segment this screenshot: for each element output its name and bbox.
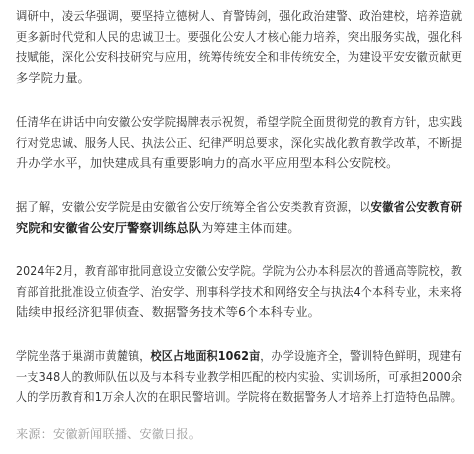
article-body [16, 0, 462, 454]
paragraph-line: 多学院力量。 [16, 70, 91, 85]
paragraph-line [16, 346, 463, 367]
paragraph-text: 学院坐落于巢湖市黄麓镇， [16, 349, 151, 363]
paragraph-text: 为筹建主体而建。 [201, 220, 300, 235]
paragraph-text: 据了解，安徽公安学院是由安徽省公安厅统筹全省公安类教育资源，以 [16, 200, 371, 214]
source-text: 来源：安徽新闻联播、安徽日报。 [16, 427, 202, 441]
paragraph-line: 陆续申报经济犯罪侦查、数据警务技术等6个本科专业。 [16, 305, 321, 319]
paragraph-2 [16, 112, 462, 174]
paragraph-line: 更多新时代党和人民的忠诚卫士。要强化公安人才核心能力培养，突出服务实战，强化科 [16, 29, 463, 44]
source-note [16, 424, 462, 445]
paragraph-5 [16, 346, 462, 408]
paragraph-line [16, 218, 462, 239]
paragraph-line: 一支348人的教师队伍以及与本科专业教学相匹配的校内实验、实训场所，可承担2000余 [16, 369, 463, 384]
paragraph-line: 技赋能，深化公安科技研究与应用，统筹传统安全和非传统安全，为建设平安安徽贡献更 [16, 50, 463, 64]
bold-text: 究院和安徽省公安厅警察训练总队 [16, 220, 202, 235]
paragraph-line: 升办学水平，加快建成具有重要影响力的高水平应用型本科公安院校。 [16, 156, 399, 170]
paragraph-line [16, 197, 463, 218]
paragraph-1 [16, 6, 462, 88]
paragraph-3 [16, 197, 462, 238]
paragraph-line: 行对党忠诚、服务人民、执法公正、纪律严明总要求，深化实战化教育教学改革，不断提 [16, 135, 463, 150]
paragraph-line: 2024年2月，教育部审批同意设立安徽公安学院。学院为公办本科层次的普通高等院校，教 [16, 264, 463, 278]
paragraph-4 [16, 261, 462, 323]
paragraph-line: 育部首批批准设立侦查学、治安学、刑事科学技术和网络安全与执法4个本科专业，未来将 [16, 284, 463, 299]
paragraph-line: 调研中，凌云华强调，要坚持立德树人、育警铸剑，强化政治建警、政治建校，培养造就 [16, 9, 463, 23]
paragraph-text: ，办学设施齐全，警训特色鲜明，现建有 [260, 349, 463, 363]
paragraph-line: 人的学历教育和1万余人次的在职民警培训。学院将在数据警务人才培养上打造特色品牌。 [16, 390, 463, 404]
bold-text: 安徽省公安教育研 [370, 200, 463, 214]
paragraph-line: 任清华在讲话中向安徽公安学院揭牌表示祝贺，希望学院全面贯彻党的教育方针，忠实践 [16, 115, 463, 129]
bold-text: 校区占地面积1062亩 [150, 349, 261, 363]
